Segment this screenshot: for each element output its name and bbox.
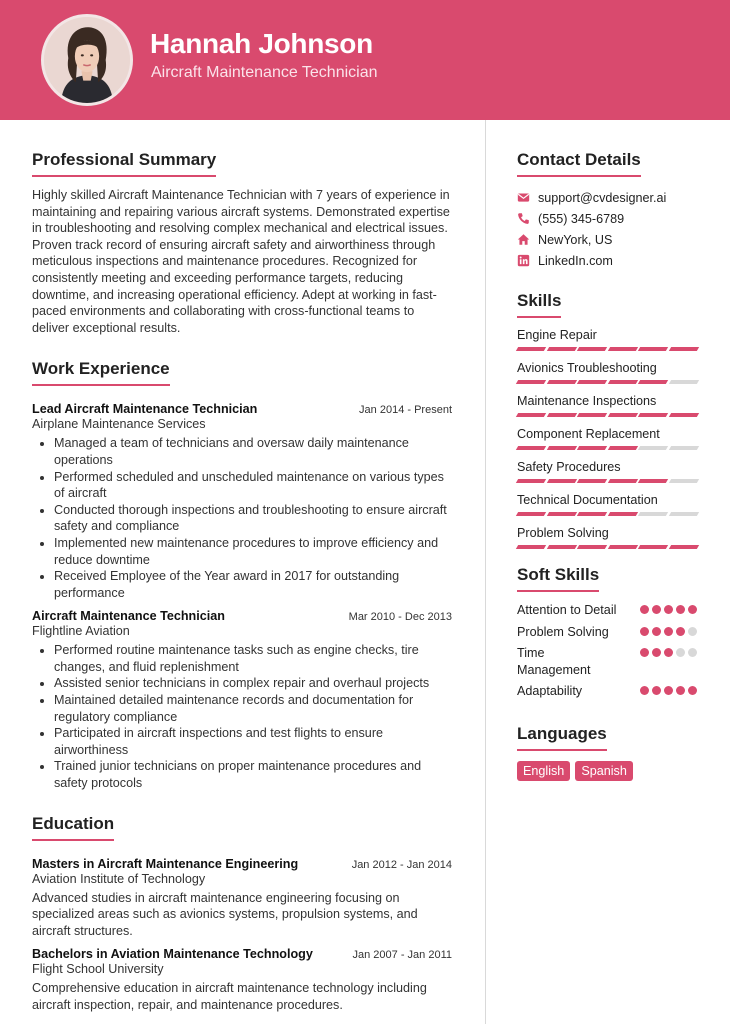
list-item: • Performed scheduled and unscheduled maintenance on various types of aircraft (54, 469, 452, 502)
list-item: • Received Employee of the Year award in 2017 for outstanding performance (54, 568, 452, 601)
degree-title: Bachelors in Aviation Maintenance Technology (32, 947, 313, 962)
contact-phone[interactable] (517, 208, 697, 229)
job-title: Aircraft Maintenance Technician (32, 609, 225, 624)
soft-skills-section (517, 565, 697, 700)
soft-skill-rating (640, 645, 697, 657)
contact-linkedin[interactable] (517, 250, 697, 271)
degree-title: Masters in Aircraft Maintenance Engineering (32, 856, 299, 871)
soft-skill-name: Problem Solving (517, 624, 609, 639)
language-tag-english: English (517, 761, 570, 781)
job-bullets (32, 642, 452, 791)
skill-item (517, 361, 697, 384)
skill-name: Avionics Troubleshooting (517, 361, 657, 375)
list-item: • Performed routine maintenance tasks such as engine checks, tire changes, and fluid replenishment (54, 642, 452, 675)
soft-skill-rating (640, 624, 697, 636)
education-entry (32, 947, 452, 1013)
linkedin-text: LinkedIn.com (538, 253, 613, 268)
skill-level-segment (668, 413, 698, 417)
rating-dot (688, 648, 697, 657)
skill-level-segment (668, 446, 698, 450)
rating-dot (676, 627, 685, 636)
education-date: Jan 2007 - Jan 2011 (352, 949, 452, 962)
skill-level-segment (638, 545, 668, 549)
job-date: Mar 2010 - Dec 2013 (348, 611, 452, 624)
job-date: Jan 2014 - Present (359, 404, 452, 417)
rating-dot (688, 627, 697, 636)
skill-level-segment (638, 380, 668, 384)
job-entry (32, 609, 452, 791)
soft-skill-rating (640, 683, 697, 695)
skill-item (517, 427, 697, 450)
rating-dot (640, 686, 649, 695)
skill-name: Maintenance Inspections (517, 394, 657, 408)
experience-title: Work Experience (32, 359, 170, 386)
soft-skill-rating (640, 602, 697, 614)
skill-level-segment (668, 347, 698, 351)
soft-skill-item (517, 624, 697, 641)
skill-level-segment (546, 413, 576, 417)
job-title: Lead Aircraft Maintenance Technician (32, 402, 258, 417)
languages-title: Languages (517, 724, 607, 751)
skill-level-segment (516, 545, 546, 549)
skill-level-segment (607, 446, 637, 450)
skill-name: Problem Solving (517, 526, 609, 540)
skill-level-segment (546, 380, 576, 384)
candidate-role: Aircraft Maintenance Technician (151, 64, 378, 81)
job-company: Flightline Aviation (32, 624, 130, 639)
rating-dot (676, 605, 685, 614)
list-item: • Implemented new maintenance procedures to improve efficiency and reduce downtime (54, 535, 452, 568)
summary-text: Highly skilled Aircraft Maintenance Technician with 7 years of experience in maintaining and repairing various aircraft systems. Demonstrated expertise in troubleshooting and resolving complex mechanical and electrical issues. Proven track record of ensuring aircraft safety and airworthiness through meticulous inspections and maintenance procedures. Recognized for consistently meeting and exceeding performance targets, reducing downtime, and increasing operational efficiency. Adept at working in fast-paced environments and collaborating with cross-functional teams to deliver exceptional results. (32, 188, 450, 335)
skill-level-bar (517, 479, 697, 483)
skill-level-bar (517, 347, 697, 351)
summary-title: Professional Summary (32, 150, 216, 177)
soft-skill-name: Attention to Detail (517, 603, 617, 617)
rating-dot (652, 627, 661, 636)
list-item: • Trained junior technicians on proper maintenance procedures and safety protocols (54, 758, 452, 791)
resume-header (0, 0, 730, 120)
education-desc: Comprehensive education in aircraft maintenance technology including aircraft inspection, repair, and maintenance procedures. (32, 981, 427, 1012)
skill-level-segment (668, 545, 698, 549)
skill-item (517, 394, 697, 417)
phone-icon (517, 212, 530, 225)
school-name: Aviation Institute of Technology (32, 871, 206, 886)
education-entry (32, 857, 452, 940)
soft-skill-name: Adaptability (517, 684, 583, 698)
skill-level-bar (517, 512, 697, 516)
education-date: Jan 2012 - Jan 2014 (351, 858, 452, 871)
education-title: Education (32, 814, 114, 841)
skill-level-segment (638, 347, 668, 351)
skill-name: Safety Procedures (517, 460, 621, 474)
skill-level-segment (516, 512, 546, 516)
skill-level-bar (517, 446, 697, 450)
skill-level-segment (668, 479, 698, 483)
soft-skill-item (517, 645, 697, 678)
rating-dot (652, 605, 661, 614)
rating-dot (664, 605, 673, 614)
skills-title: Skills (517, 291, 561, 318)
skill-level-segment (546, 446, 576, 450)
list-item: • Participated in aircraft inspections and test flights to ensure airworthiness (54, 725, 452, 758)
skill-level-segment (516, 479, 546, 483)
skill-level-segment (516, 446, 546, 450)
side-column (517, 150, 697, 781)
list-item: • Conducted thorough inspections and troubleshooting to ensure aircraft safety and compliance (54, 502, 452, 535)
linkedin-icon (517, 254, 530, 267)
contact-location (517, 229, 697, 250)
skill-level-segment (577, 479, 607, 483)
skill-level-segment (516, 347, 546, 351)
job-bullets (32, 435, 452, 601)
skill-level-bar (517, 380, 697, 384)
school-name: Flight School University (32, 962, 164, 977)
skill-item (517, 493, 697, 516)
phone-text: (555) 345-6789 (538, 211, 625, 226)
skill-level-segment (607, 380, 637, 384)
rating-dot (640, 648, 649, 657)
home-icon (517, 233, 530, 246)
rating-dot (652, 686, 661, 695)
list-item: • Managed a team of technicians and oversaw daily maintenance operations (54, 435, 452, 468)
skill-level-segment (546, 479, 576, 483)
profile-photo (41, 14, 133, 106)
skill-level-bar (517, 413, 697, 417)
skills-section (517, 291, 697, 549)
skill-level-segment (546, 347, 576, 351)
skill-level-segment (638, 512, 668, 516)
skill-level-segment (546, 545, 576, 549)
skill-name: Technical Documentation (517, 493, 658, 507)
skill-level-segment (577, 413, 607, 417)
list-item: • Assisted senior technicians in complex repair and overhaul projects (54, 675, 452, 692)
rating-dot (664, 648, 673, 657)
skill-level-segment (577, 347, 607, 351)
skill-level-segment (516, 380, 546, 384)
rating-dot (676, 686, 685, 695)
skill-level-segment (668, 380, 698, 384)
skills-list (517, 328, 697, 549)
skill-level-bar (517, 545, 697, 549)
skill-level-segment (546, 512, 576, 516)
job-company: Airplane Maintenance Services (32, 417, 206, 432)
skill-level-segment (577, 545, 607, 549)
languages-section (517, 724, 697, 781)
skill-level-segment (607, 347, 637, 351)
skill-level-segment (607, 545, 637, 549)
skill-level-segment (577, 380, 607, 384)
soft-skill-item (517, 602, 697, 619)
rating-dot (652, 648, 661, 657)
skill-name: Component Replacement (517, 427, 660, 441)
skill-level-segment (638, 446, 668, 450)
rating-dot (664, 686, 673, 695)
skill-level-segment (577, 512, 607, 516)
skill-level-segment (607, 413, 637, 417)
education-desc: Advanced studies in aircraft maintenance engineering focusing on specialized areas such as avionics systems, propulsion systems, and aircraft structures. (32, 890, 418, 938)
location-text: NewYork, US (538, 232, 613, 247)
column-divider (485, 120, 486, 1024)
rating-dot (688, 686, 697, 695)
language-tag-spanish: Spanish (575, 761, 633, 781)
email-text: support@cvdesigner.ai (538, 190, 667, 205)
skill-level-segment (607, 479, 637, 483)
contact-title: Contact Details (517, 150, 641, 177)
rating-dot (664, 627, 673, 636)
rating-dot (688, 605, 697, 614)
rating-dot (676, 648, 685, 657)
job-entry (32, 402, 452, 601)
soft-skill-item (517, 683, 697, 700)
education-section (32, 814, 452, 1014)
mail-icon (517, 191, 530, 204)
candidate-name: Hannah Johnson (150, 28, 373, 59)
contact-section (517, 150, 697, 271)
experience-section (32, 359, 452, 791)
skill-name: Engine Repair (517, 328, 597, 342)
skill-level-segment (577, 446, 607, 450)
summary-section (32, 150, 452, 336)
skill-level-segment (607, 512, 637, 516)
skill-level-segment (516, 413, 546, 417)
soft-skills-title: Soft Skills (517, 565, 599, 592)
skill-item (517, 328, 697, 351)
skill-item (517, 460, 697, 483)
skill-level-segment (668, 512, 698, 516)
contact-email[interactable] (517, 187, 697, 208)
soft-skill-name: Time Management (517, 646, 591, 677)
skill-item (517, 526, 697, 549)
list-item: • Maintained detailed maintenance records and documentation for regulatory compliance (54, 692, 452, 725)
main-column (32, 150, 452, 1014)
rating-dot (640, 627, 649, 636)
skill-level-segment (638, 413, 668, 417)
skill-level-segment (638, 479, 668, 483)
rating-dot (640, 605, 649, 614)
